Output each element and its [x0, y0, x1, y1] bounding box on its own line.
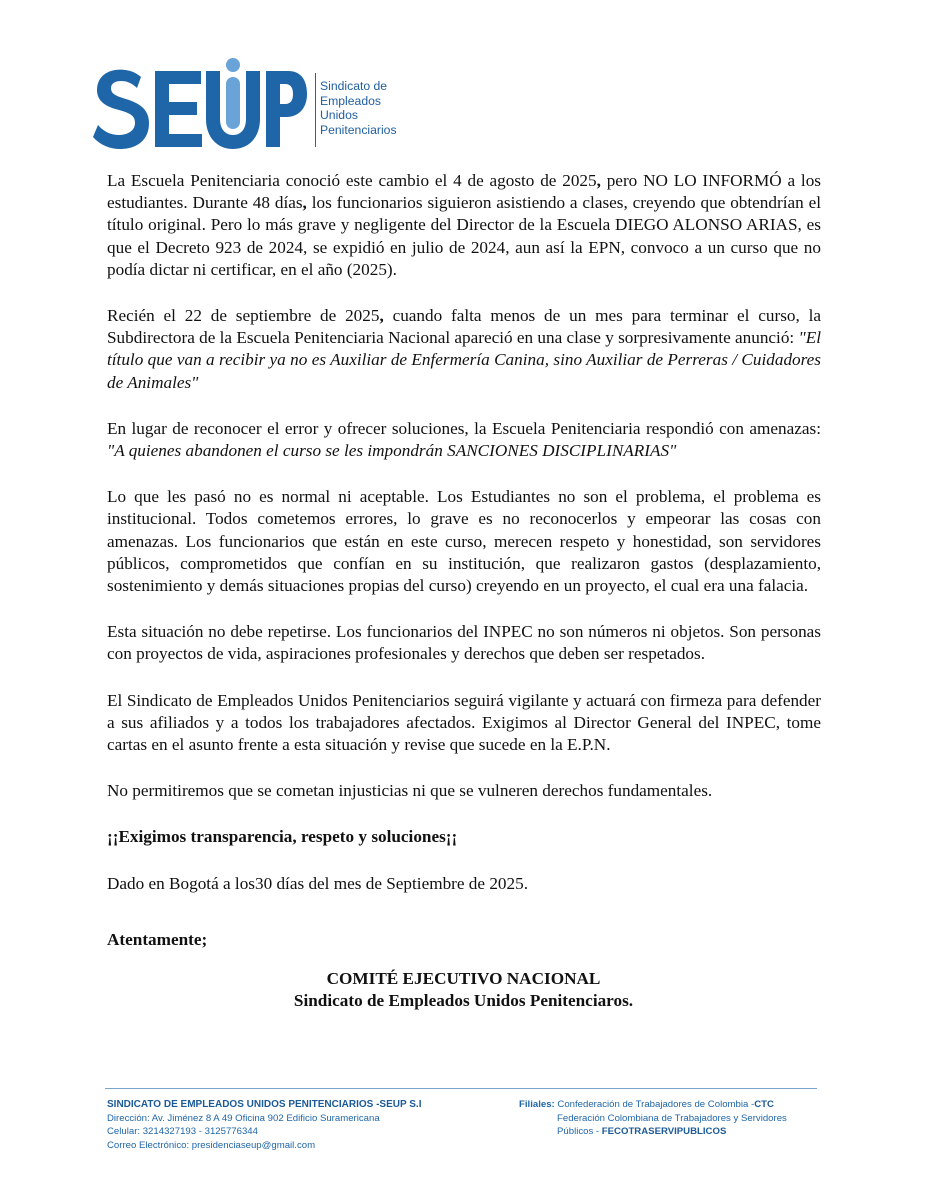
demand-heading: ¡¡Exigimos transparencia, respeto y soluciones¡¡ — [107, 827, 458, 847]
filiales-label: Filiales: — [519, 1099, 555, 1110]
seup-logo — [93, 57, 403, 157]
paragraph-6: El Sindicato de Empleados Unidos Penitenciarios seguirá vigilante y actuará con firmeza para defender a sus afiliados y a todos los trabajadores afectados. Exigimos al Director General del INPEC, tome cartas en el asunto frente a esta situación y revise que sucede en la E.P.N. — [107, 690, 821, 755]
paragraph-5: Esta situación no debe repetirse. Los funcionarios del INPEC no son números ni objetos. Son personas con proyectos de vida, aspiraciones profesionales y derechos que deben ser respetados. — [107, 622, 821, 664]
logo-divider — [315, 73, 316, 147]
footer-email: Correo Electrónico: presidenciaseup@gmail.com — [107, 1139, 316, 1151]
signature-block — [0, 968, 927, 1012]
footer-address: Dirección: Av. Jiménez 8 A 49 Oficina 902 Edificio Suramericana — [107, 1112, 380, 1124]
text-run: Recién el 22 de septiembre de 2025 — [107, 306, 380, 326]
logo-line: Penitenciarios — [320, 122, 397, 137]
text-run: los funcionarios siguieron asistiendo a clases, creyendo que obtendrían el título original. Pero lo más grave y negligente del Director de la Escuela DIEGO ALONSO ARIAS, es que el Decreto 923 de 2024, se expidió en julio de 2024, aun así la EPN, convoco a un curso que no podía dictar ni certificar, en el año (2025). — [107, 193, 821, 279]
logo-line: Unidos — [320, 108, 358, 122]
quote-text: "El título que van a recibir ya no es Auxiliar de Enfermería Canina, sino Auxiliar de Perreras / Cuidadores de Animales" — [107, 328, 821, 392]
paragraph-7: No permitiremos que se cometan injusticias ni que se vulneren derechos fundamentales. — [107, 781, 713, 801]
paragraph-2 — [107, 305, 821, 394]
committee-title: COMITÉ EJECUTIVO NACIONAL — [326, 969, 601, 988]
text-run: pero NO LO INFORMÓ a los estudiantes. Durante 48 días — [107, 171, 821, 213]
footer-phone: Celular: 3214327193 - 3125776344 — [107, 1126, 258, 1137]
footer-divider — [105, 1088, 817, 1089]
text-run: , — [379, 306, 384, 326]
footer-org-name: SINDICATO DE EMPLEADOS UNIDOS PENITENCIARIOS -SEUP S.I — [107, 1099, 422, 1110]
text-run: , — [302, 193, 307, 213]
footer-contact — [107, 1098, 422, 1152]
text-run: En lugar de reconocer el error y ofrecer soluciones, la Escuela Penitenciaria respondió con amenazas: — [107, 418, 821, 438]
quote-text: "A quienes abandonen el curso se les impondrán SANCIONES DISCIPLINARIAS" — [107, 441, 677, 461]
filial-text: Confederación de Trabajadores de Colombia - — [554, 1099, 755, 1110]
filial-text: Federación Colombiana de Trabajadores y Servidores — [557, 1112, 787, 1124]
date-line: Dado en Bogotá a los30 días del mes de Septiembre de 2025. — [107, 873, 529, 893]
text-run: La Escuela Penitenciaria conoció este cambio el 4 de agosto de 2025 — [107, 171, 597, 190]
committee-org: Sindicato de Empleados Unidos Penitenciaros. — [293, 991, 634, 1010]
filial-acronym: CTC — [754, 1099, 774, 1110]
seup-wordmark-icon — [93, 57, 308, 157]
letter-body — [107, 170, 821, 919]
text-run: cuando falta menos de un mes para terminar el curso, la Subdirectora de la Escuela Penitenciaria Nacional apareció en una clase y sorpresivamente anunció: — [107, 306, 821, 348]
closing-salutation: Atentamente; — [107, 930, 208, 949]
footer-affiliations — [519, 1098, 787, 1139]
filial-text: Públicos - — [557, 1126, 602, 1137]
logo-caption — [320, 79, 397, 137]
logo-line: Empleados — [320, 93, 381, 108]
filial-acronym: FECOTRASERVIPUBLICOS — [601, 1126, 727, 1137]
paragraph-3 — [107, 418, 821, 462]
logo-line: Sindicato de — [320, 79, 388, 93]
paragraph-4: Lo que les pasó no es normal ni aceptable. Los Estudiantes no son el problema, el problema es institucional. Todos cometemos errores, lo grave es no reconocerlos y empeorar las cosas con amenazas. Los funcionarios que están en este curso, merecen respeto y honestidad, son servidores públicos, comprometidos que confían en su institución, que realizaron gastos (desplazamiento, sostenimiento y demás situaciones propias del curso) creyendo en un proyecto, el cual era una falacia. — [107, 487, 821, 596]
paragraph-1 — [107, 170, 821, 281]
text-run: , — [596, 171, 601, 190]
